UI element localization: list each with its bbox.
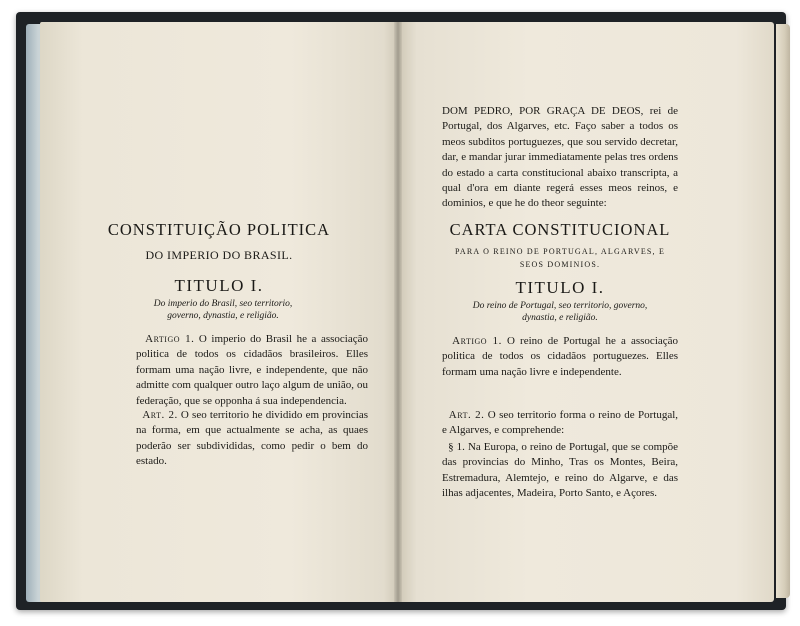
left-titulo-description: Do imperio do Brasil, seo territorio, governo, dynastia, e religião. [153, 299, 293, 321]
right-article-2 [442, 408, 678, 439]
left-article-1 [136, 332, 368, 409]
right-titulo: TITULO I. [515, 278, 605, 297]
right-intro [442, 104, 678, 212]
right-article-2-text: O seo territorio forma o reino de Portugal, e Algarves, e comprehende: [442, 409, 679, 437]
right-heading: CARTA CONSTITUCIONAL [449, 220, 671, 239]
left-titulo: TITULO I. [174, 276, 264, 295]
right-article-1 [442, 334, 678, 380]
right-section-1-label: § 1. [448, 441, 465, 453]
left-page [40, 22, 398, 602]
right-section-1 [442, 440, 678, 502]
left-article-2-label: Art. 2. [142, 409, 178, 421]
right-intro-text: rei de Portugal, dos Algarves, etc. Faço saber a todos os meos subditos portuguezes, que sou servido decretar, dar, e mandar jurar immediatamente pelas tres ordens do estado a carta constitucional abaixo transcripta, a qual d'ora em diante regerá esses meos reinos, e dominios, e que he do theor seguinte: [442, 105, 679, 210]
right-article-2-label: Art. 2. [448, 409, 485, 421]
right-titulo-description: Do reino de Portugal, seo territorio, governo, dynastia, e religião. [472, 301, 648, 323]
right-article-1-label: Artigo 1. [452, 335, 502, 347]
right-section-1-text: Na Europa, o reino de Portugal, que se compõe das provincias do Minho, Tras os Montes, Beira, Estremadura, Alemtejo, e reino do Algarve, e das ilhas adjacentes, Madeira, Porto Santo, e Açores. [442, 441, 679, 500]
right-article-1-text: O reino de Portugal he a associação politica de todos os cidadãos portuguezes. Elles formam uma nação livre e independente. [442, 335, 679, 378]
left-article-1-label: Artigo 1. [145, 333, 195, 345]
book-gutter [394, 22, 402, 602]
left-article-2-text: O seo territorio he dividido em provincias na forma, em que actualmente se acha, as quaes poderão ser subdivididas, como pedir o bem do estado. [136, 409, 369, 468]
left-subheading: DO IMPERIO DO BRASIL. [145, 248, 293, 262]
left-article-1-text: O imperio do Brasil he a associação politica de todos os cidadãos brasileiros. Elles formam uma nação livre, e independente, que não admitte com qualquer outro laço algum de união, ou federação, que se opponha á sua independencia. [136, 333, 368, 407]
page-edges [776, 24, 790, 598]
left-article-2 [136, 408, 368, 470]
right-page [398, 22, 774, 602]
right-subheading: PARA O REINO DE PORTUGAL, ALGARVES, E SEOS DOMINIOS. [454, 247, 666, 269]
right-intro-lead: DOM PEDRO, POR GRAÇA DE DEOS, [442, 105, 644, 117]
left-heading: CONSTITUIÇÃO POLITICA [107, 220, 331, 239]
